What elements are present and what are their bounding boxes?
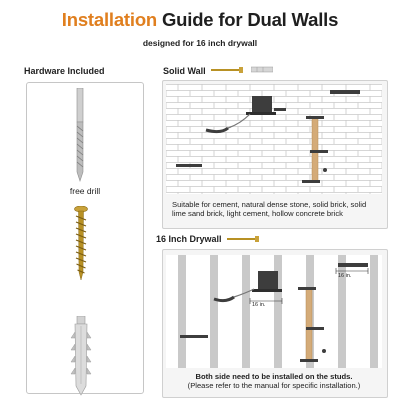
solid-wall-caption: Suitable for cement, natural dense stone, solid brick, solid lime sand brick, light cement, hollow concrete brick: [172, 200, 367, 218]
dimension-label-1: 16 in.: [252, 302, 266, 308]
solid-wall-label: Solid Wall: [163, 66, 206, 76]
drywall-illustration: [166, 255, 382, 368]
drywall-label: 16 Inch Drywall: [156, 234, 222, 244]
wall-anchor-icon: [70, 316, 92, 396]
dimension-label-2: 16 in.: [338, 273, 352, 279]
title-highlight: Installation: [61, 9, 158, 30]
drill-bit-icon: [70, 88, 90, 182]
drywall-caption-note: (Please refer to the manual for specific installation.): [187, 381, 361, 390]
hardware-label: Hardware Included: [24, 66, 105, 76]
screw-icon: [74, 206, 88, 280]
title-rest: Guide for Dual Walls: [157, 9, 339, 30]
drywall-screw-icon: [227, 236, 261, 242]
drywall-caption-bold: Both side need to be installed on the studs.: [195, 372, 353, 381]
screw-arrow-icon: [211, 67, 245, 73]
page-subtitle: designed for 16 inch drywall: [142, 38, 258, 48]
drill-caption: free drill: [69, 186, 101, 196]
anchor-small-icon: [251, 66, 273, 73]
brick-wall-illustration: [166, 84, 382, 194]
page-title: [0, 9, 400, 31]
